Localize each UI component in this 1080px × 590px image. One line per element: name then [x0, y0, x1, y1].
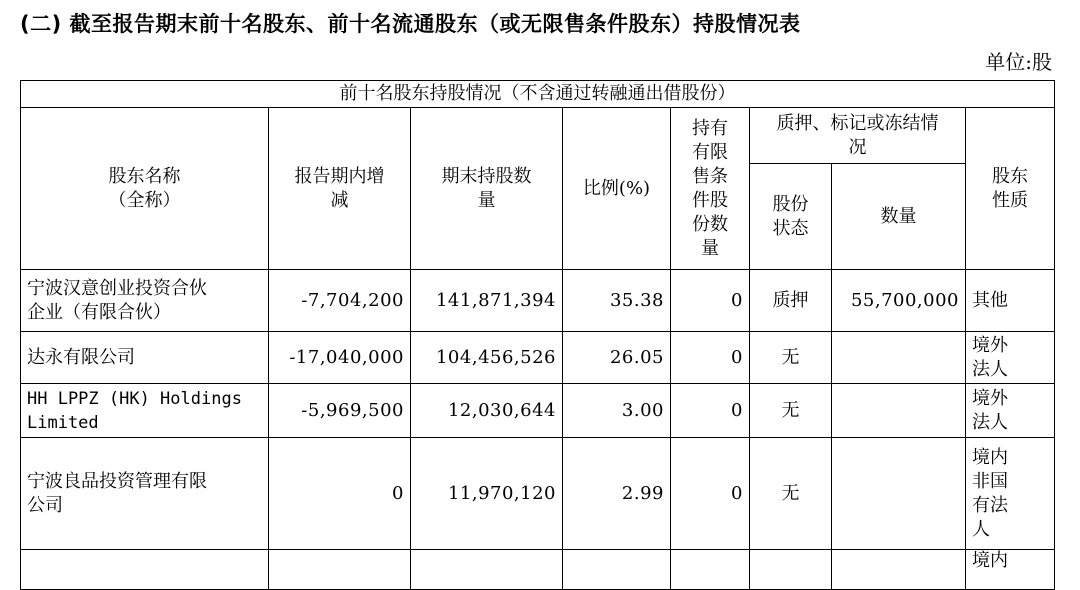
holding-ratio: 26.05 [563, 332, 671, 384]
pledge-status: 质押 [750, 270, 832, 332]
holding-ratio: 3.00 [563, 384, 671, 438]
section-title: (二) 截至报告期末前十名股东、前十名流通股东（或无限售条件股东）持股情况表 [20, 12, 801, 36]
shareholder-name: 达永有限公司 [21, 332, 269, 384]
period-end-shares: 12,030,644 [411, 384, 563, 438]
holding-ratio: 35.38 [563, 270, 671, 332]
header-pledge-qty: 数量 [832, 164, 966, 270]
pledge-quantity [832, 550, 966, 590]
header-restricted: 持有 有限 售条 件股 份数 量 [671, 108, 750, 270]
table-row [21, 270, 1055, 332]
pledge-status [750, 550, 832, 590]
shareholder-nature: 境外 法人 [966, 332, 1055, 384]
pledge-quantity [832, 384, 966, 438]
pledge-quantity [832, 332, 966, 384]
top-ten-shareholders-table [20, 80, 1055, 590]
shareholder-name: 宁波汉意创业投资合伙 企业（有限合伙） [21, 270, 269, 332]
restricted-shares [671, 550, 750, 590]
period-change: 0 [269, 438, 411, 550]
header-ratio: 比例(%) [563, 108, 671, 270]
holding-ratio [563, 550, 671, 590]
header-pledge-group: 质押、标记或冻结情 况 [750, 108, 966, 164]
header-name: 股东名称 （全称） [21, 108, 269, 270]
period-end-shares: 104,456,526 [411, 332, 563, 384]
table-row [21, 438, 1055, 550]
period-change: -5,969,500 [269, 384, 411, 438]
shareholder-name: 宁波良品投资管理有限 公司 [21, 438, 269, 550]
shareholder-name [21, 550, 269, 590]
pledge-status: 无 [750, 332, 832, 384]
restricted-shares: 0 [671, 384, 750, 438]
shareholder-nature: 其他 [966, 270, 1055, 332]
shareholder-nature: 境内 非国 有法 人 [966, 438, 1055, 550]
table-caption-row [21, 81, 1055, 108]
pledge-status: 无 [750, 384, 832, 438]
period-change: -17,040,000 [269, 332, 411, 384]
period-end-shares: 141,871,394 [411, 270, 563, 332]
header-nature: 股东 性质 [966, 108, 1055, 270]
header-shares: 期末持股数 量 [411, 108, 563, 270]
shareholder-nature: 境内 [966, 550, 1055, 590]
table-caption: 前十名股东持股情况（不含通过转融通出借股份） [21, 81, 1055, 108]
shareholder-name: HH LPPZ (HK) Holdings Limited [21, 384, 269, 438]
pledge-status: 无 [750, 438, 832, 550]
table-row [21, 550, 1055, 590]
table-row [21, 332, 1055, 384]
header-row-1 [21, 108, 1055, 164]
header-pledge-status: 股份 状态 [750, 164, 832, 270]
pledge-quantity [832, 438, 966, 550]
restricted-shares: 0 [671, 332, 750, 384]
holding-ratio: 2.99 [563, 438, 671, 550]
table-row [21, 384, 1055, 438]
header-change: 报告期内增 减 [269, 108, 411, 270]
restricted-shares: 0 [671, 270, 750, 332]
period-change: -7,704,200 [269, 270, 411, 332]
period-end-shares: 11,970,120 [411, 438, 563, 550]
period-change [269, 550, 411, 590]
restricted-shares: 0 [671, 438, 750, 550]
period-end-shares [411, 550, 563, 590]
unit-label: 单位:股 [985, 50, 1052, 74]
shareholder-nature: 境外 法人 [966, 384, 1055, 438]
pledge-quantity: 55,700,000 [832, 270, 966, 332]
